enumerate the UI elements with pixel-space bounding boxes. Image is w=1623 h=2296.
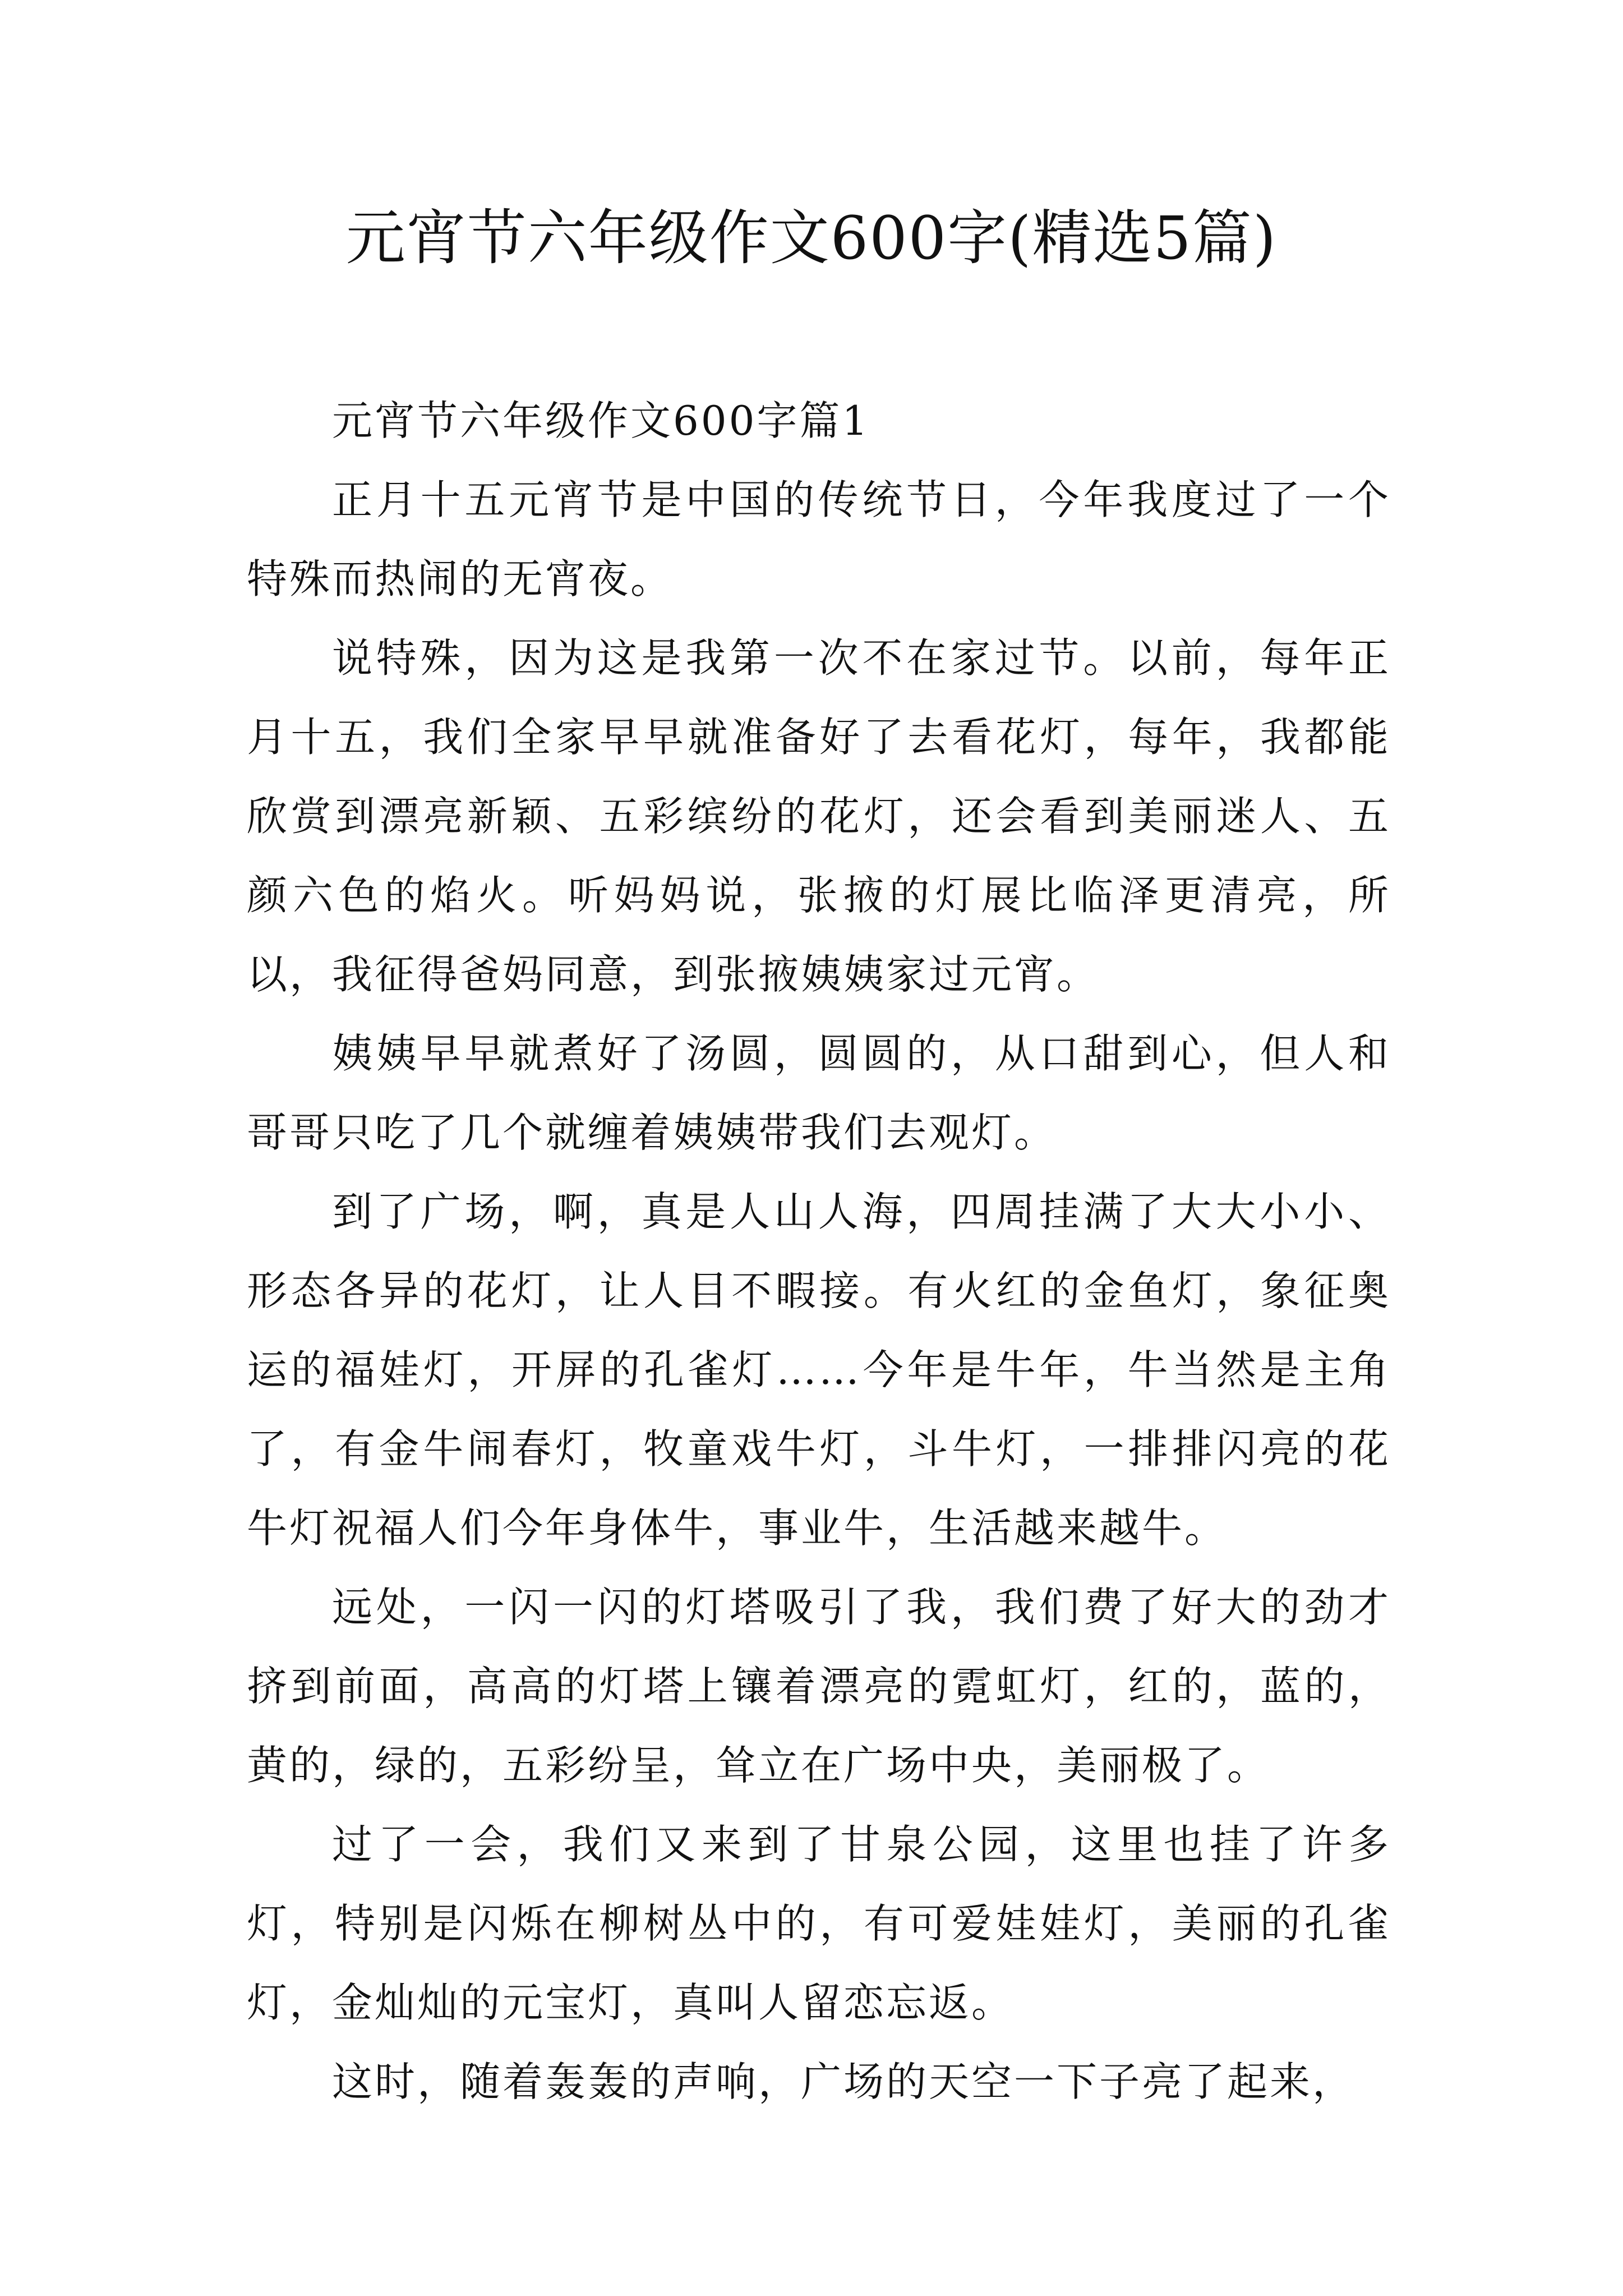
paragraph: 远处，一闪一闪的灯塔吸引了我，我们费了好大的劲才挤到前面，高高的灯塔上镶着漂亮的霓虹灯，红的，蓝的，黄的，绿的，五彩纷呈，耸立在广场中央，美丽极了。 (247, 1584, 1391, 1789)
document-body (247, 381, 1391, 2122)
paragraph: 正月十五元宵节是中国的传统节日，今年我度过了一个特殊而热闹的无宵夜。 (247, 476, 1391, 602)
section-heading: 元宵节六年级作文600字篇1 (332, 397, 870, 444)
paragraph: 这时，随着轰轰的声响，广场的天空一下子亮了起来， (332, 2058, 1355, 2105)
paragraph: 过了一会，我们又来到了甘泉公园，这里也挂了许多灯，特别是闪烁在柳树丛中的，有可爱娃娃灯，美丽的孔雀灯，金灿灿的元宝灯，真叫人留恋忘返。 (247, 1821, 1391, 2026)
paragraph: 说特殊，因为这是我第一次不在家过节。以前，每年正月十五，我们全家早早就准备好了去看花灯，每年，我都能欣赏到漂亮新颖、五彩缤纷的花灯，还会看到美丽迷人、五颜六色的焰火。听妈妈说，张掖的灯展比临泽更清亮，所以，我征得爸妈同意，到张掖姨姨家过元宵。 (247, 634, 1391, 998)
paragraph: 到了广场，啊，真是人山人海，四周挂满了大大小小、形态各异的花灯，让人目不暇接。有火红的金鱼灯，象征奥运的福娃灯，开屏的孔雀灯……今年是牛年，牛当然是主角了，有金牛闹春灯，牧童戏牛灯，斗牛灯，一排排闪亮的花牛灯祝福人们今年身体牛，事业牛，生活越来越牛。 (247, 1188, 1391, 1552)
paragraph: 姨姨早早就煮好了汤圆，圆圆的，从口甜到心，但人和哥哥只吃了几个就缠着姨姨带我们去观灯。 (247, 1030, 1391, 1156)
document-title: 元宵节六年级作文600字(精选5篇) (345, 204, 1278, 273)
